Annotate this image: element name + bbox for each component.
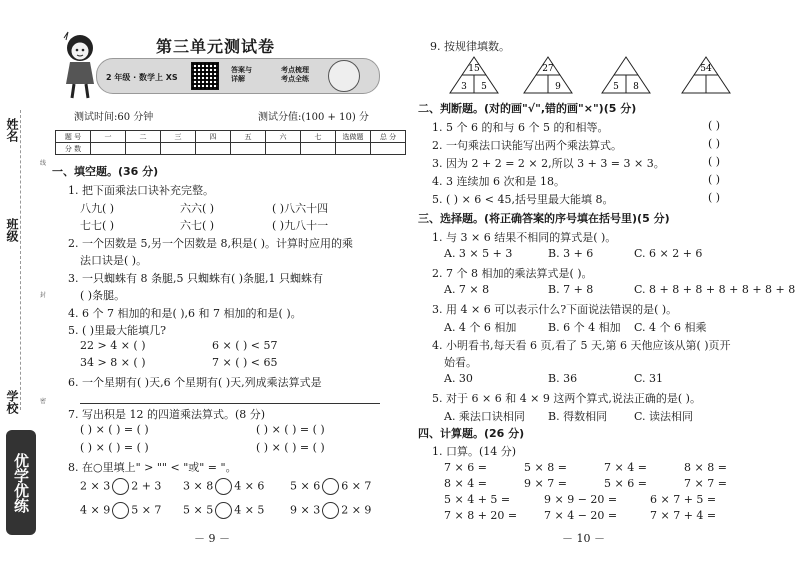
cut-line-mark: 线 <box>40 160 47 167</box>
score-cell[interactable] <box>161 143 196 155</box>
choice-option[interactable]: C. 31 <box>634 372 664 385</box>
table-header-cell: 四 <box>196 131 231 143</box>
question-5: 5. ( )里最大能填几? <box>68 324 166 337</box>
calc-item[interactable]: 5 × 8 = <box>524 461 567 474</box>
choice-question: 2. 7 个 8 相加的乘法算式是( )。 <box>432 267 593 280</box>
judge-item: 5. ( ) × 6 < 45,括号里最大能填 8。 <box>432 193 614 206</box>
number-triangle <box>680 55 732 95</box>
title-banner <box>56 30 378 100</box>
score-cell[interactable] <box>301 143 336 155</box>
score-cell[interactable] <box>231 143 266 155</box>
seal-mark: 封 <box>40 292 47 299</box>
table-header-cell: 二 <box>126 131 161 143</box>
question-8: 8. 在○里填上" > "" < "或" = "。 <box>68 461 237 474</box>
compare-circle[interactable] <box>215 478 232 495</box>
answer-line[interactable] <box>80 391 380 404</box>
choice-option[interactable]: C. 4 个 6 相乘 <box>634 321 707 334</box>
svg-text:15: 15 <box>468 64 480 74</box>
secret-mark: 密 <box>40 398 47 405</box>
calc-subheading: 1. 口算。(14 分) <box>432 445 517 458</box>
class-label: 班级 <box>5 218 19 242</box>
knowledge-point-label: 考点梳理 考点全练 <box>281 66 309 83</box>
q8-row: 2 × 3 2 + 3 <box>80 478 161 495</box>
q5-item[interactable]: 22 > 4 × ( ) <box>80 339 146 352</box>
number-triangle <box>600 55 652 95</box>
choice-option[interactable]: B. 6 个 4 相加 <box>548 321 621 334</box>
calc-item[interactable]: 7 × 7 = <box>684 477 727 490</box>
mascot-girl-icon <box>56 30 104 102</box>
section-fill-blank: 一、填空题。(36 分) <box>52 165 159 178</box>
q8-row: 9 × 3 2 × 9 <box>290 502 371 519</box>
table-header-cell: 六 <box>266 131 301 143</box>
number-triangle <box>522 55 574 95</box>
answer-paren[interactable]: ( ) <box>708 173 721 186</box>
choice-option[interactable]: A. 30 <box>444 372 473 385</box>
score-cell[interactable] <box>266 143 301 155</box>
question-2-cont[interactable]: 法口诀是( )。 <box>80 254 148 267</box>
calc-item[interactable]: 7 × 4 − 20 = <box>544 509 618 522</box>
brand-logo: 优学优练 <box>6 430 36 535</box>
choice-option[interactable]: A. 7 × 8 <box>444 283 490 296</box>
q8-row: 4 × 9 5 × 7 <box>80 502 161 519</box>
choice-question: 3. 用 4 × 6 可以表示什么?下面说法错误的是( )。 <box>432 303 678 316</box>
table-header-cell: 一 <box>91 131 126 143</box>
score-cell[interactable] <box>336 143 371 155</box>
compare-circle[interactable] <box>215 502 232 519</box>
calc-item[interactable]: 7 × 6 = <box>444 461 487 474</box>
calc-item[interactable]: 9 × 9 − 20 = <box>544 493 618 506</box>
school-label: 学校 <box>5 390 19 414</box>
q1-item[interactable]: 六七( ) <box>180 219 215 232</box>
table-header-cell: 选做题 <box>336 131 371 143</box>
question-9: 9. 按规律填数。 <box>430 40 510 53</box>
choice-option[interactable]: A. 4 个 6 相加 <box>444 321 517 334</box>
calc-item[interactable]: 7 × 8 + 20 = <box>444 509 518 522</box>
number-triangle <box>448 55 500 95</box>
score-cell[interactable] <box>126 143 161 155</box>
table-header-cell: 五 <box>231 131 266 143</box>
compare-circle[interactable] <box>112 478 129 495</box>
grade-info: 2 年级 · 数学上 XS <box>106 73 178 82</box>
page-number-right: － 10 － <box>562 532 605 545</box>
q5-item[interactable]: 34 > 8 × ( ) <box>80 356 146 369</box>
choice-option[interactable]: A. 3 × 5 + 3 <box>444 247 513 260</box>
test-score: 测试分值:(100 + 10) 分 <box>258 112 369 123</box>
calc-item[interactable]: 5 × 6 = <box>604 477 647 490</box>
choice-question: 4. 小明看书,每天看 6 页,看了 5 天,第 6 天他应该从第( )页开 <box>432 339 731 352</box>
choice-option[interactable]: C. 6 × 2 + 6 <box>634 247 703 260</box>
choice-question-cont: 始看。 <box>444 356 477 369</box>
compare-circle[interactable] <box>112 502 129 519</box>
question-1: 1. 把下面乘法口诀补充完整。 <box>68 184 214 197</box>
choice-option[interactable]: B. 3 + 6 <box>548 247 594 260</box>
q7-item[interactable]: ( ) × ( ) = ( ) <box>256 441 325 454</box>
choice-option[interactable]: C. 读法相同 <box>634 410 694 423</box>
q8-row: 3 × 8 4 × 6 <box>183 478 264 495</box>
question-6[interactable]: 6. 一个星期有( )天,6 个星期有( )天,列成乘法算式是 <box>68 376 322 389</box>
q1-item[interactable]: ( )九八十一 <box>272 219 329 232</box>
section-true-false: 二、判断题。(对的画"√",错的画"×")(5 分) <box>418 102 637 115</box>
svg-text:27: 27 <box>542 64 554 74</box>
question-3-cont[interactable]: ( )条腿。 <box>80 289 126 302</box>
table-row-label: 分 数 <box>56 143 91 155</box>
answer-paren[interactable]: ( ) <box>708 137 721 150</box>
answer-label: 答案与 详解 <box>231 66 252 83</box>
page-title: 第三单元测试卷 <box>156 37 276 56</box>
q1-item[interactable]: ( )八六十四 <box>272 202 329 215</box>
calc-item[interactable]: 6 × 7 + 5 = <box>650 493 717 506</box>
q5-item[interactable]: 6 × ( ) < 57 <box>212 339 278 352</box>
choice-question: 1. 与 3 × 6 结果不相同的算式是( )。 <box>432 231 617 244</box>
compare-circle[interactable] <box>322 502 339 519</box>
table-header-cell: 三 <box>161 131 196 143</box>
section-multiple-choice: 三、选择题。(将正确答案的序号填在括号里)(5 分) <box>418 212 670 225</box>
question-7: 7. 写出积是 12 的四道乘法算式。(8 分) <box>68 408 266 421</box>
q7-item[interactable]: ( ) × ( ) = ( ) <box>80 423 149 436</box>
section-calculation: 四、计算题。(26 分) <box>418 427 525 440</box>
svg-text:3: 3 <box>461 82 467 92</box>
q1-item[interactable]: 六六( ) <box>180 202 215 215</box>
table-header-cell: 题 号 <box>56 131 91 143</box>
calc-item[interactable]: 9 × 7 = <box>524 477 567 490</box>
compare-circle[interactable] <box>322 478 339 495</box>
question-4[interactable]: 4. 6 个 7 相加的和是( ),6 和 7 相加的和是( )。 <box>68 307 302 320</box>
answer-paren[interactable]: ( ) <box>708 191 721 204</box>
choice-option[interactable]: B. 得数相同 <box>548 410 608 423</box>
score-cell[interactable] <box>196 143 231 155</box>
binding-line <box>20 110 21 410</box>
q8-row: 5 × 6 6 × 7 <box>290 478 371 495</box>
table-header-cell: 总 分 <box>371 131 406 143</box>
calc-item[interactable]: 8 × 8 = <box>684 461 727 474</box>
choice-question: 5. 对于 6 × 6 和 4 × 9 这两个算式,说法正确的是( )。 <box>432 392 701 405</box>
question-2[interactable]: 2. 一个因数是 5,另一个因数是 8,积是( )。计算时应用的乘 <box>68 237 354 250</box>
score-cell[interactable] <box>91 143 126 155</box>
page-number-left: － 9 － <box>194 532 230 545</box>
answer-paren[interactable]: ( ) <box>708 119 721 132</box>
judge-item: 3. 因为 2 + 2 = 2 × 2,所以 3 + 3 = 3 × 3。 <box>432 157 665 170</box>
calc-item[interactable]: 7 × 4 = <box>604 461 647 474</box>
choice-option[interactable]: B. 36 <box>548 372 578 385</box>
svg-text:9: 9 <box>555 82 561 92</box>
name-label: 姓名 <box>5 118 19 142</box>
svg-text:8: 8 <box>633 82 639 92</box>
choice-option[interactable]: B. 7 + 8 <box>548 283 594 296</box>
choice-option[interactable]: A. 乘法口诀相同 <box>444 410 525 423</box>
test-time: 测试时间:60 分钟 <box>74 112 154 123</box>
svg-text:54: 54 <box>700 64 712 74</box>
q1-item[interactable]: 七七( ) <box>80 219 115 232</box>
q1-item[interactable]: 八九( ) <box>80 202 115 215</box>
judge-item: 4. 3 连续加 6 次和是 18。 <box>432 175 565 188</box>
answer-paren[interactable]: ( ) <box>708 155 721 168</box>
svg-text:5: 5 <box>481 82 487 92</box>
judge-item: 2. 一句乘法口诀能写出两个乘法算式。 <box>432 139 622 152</box>
qr-code-icon[interactable] <box>191 62 219 90</box>
q5-item[interactable]: 7 × ( ) < 65 <box>212 356 278 369</box>
q7-item[interactable]: ( ) × ( ) = ( ) <box>256 423 325 436</box>
q8-row: 5 × 5 4 × 5 <box>183 502 264 519</box>
qr-badge-icon[interactable] <box>328 60 360 92</box>
calc-item[interactable]: 8 × 4 = <box>444 477 487 490</box>
calc-item[interactable]: 7 × 7 + 4 = <box>650 509 717 522</box>
question-3[interactable]: 3. 一只蜘蛛有 8 条腿,5 只蜘蛛有( )条腿,1 只蜘蛛有 <box>68 272 324 285</box>
q7-item[interactable]: ( ) × ( ) = ( ) <box>80 441 149 454</box>
judge-item: 1. 5 个 6 的和与 6 个 5 的和相等。 <box>432 121 609 134</box>
table-header-cell: 七 <box>301 131 336 143</box>
score-table <box>55 130 406 155</box>
calc-item[interactable]: 5 × 4 + 5 = <box>444 493 511 506</box>
svg-text:5: 5 <box>613 82 619 92</box>
choice-option[interactable]: C. 8 + 8 + 8 + 8 + 8 + 8 + 8 <box>634 283 796 296</box>
score-cell[interactable] <box>371 143 406 155</box>
